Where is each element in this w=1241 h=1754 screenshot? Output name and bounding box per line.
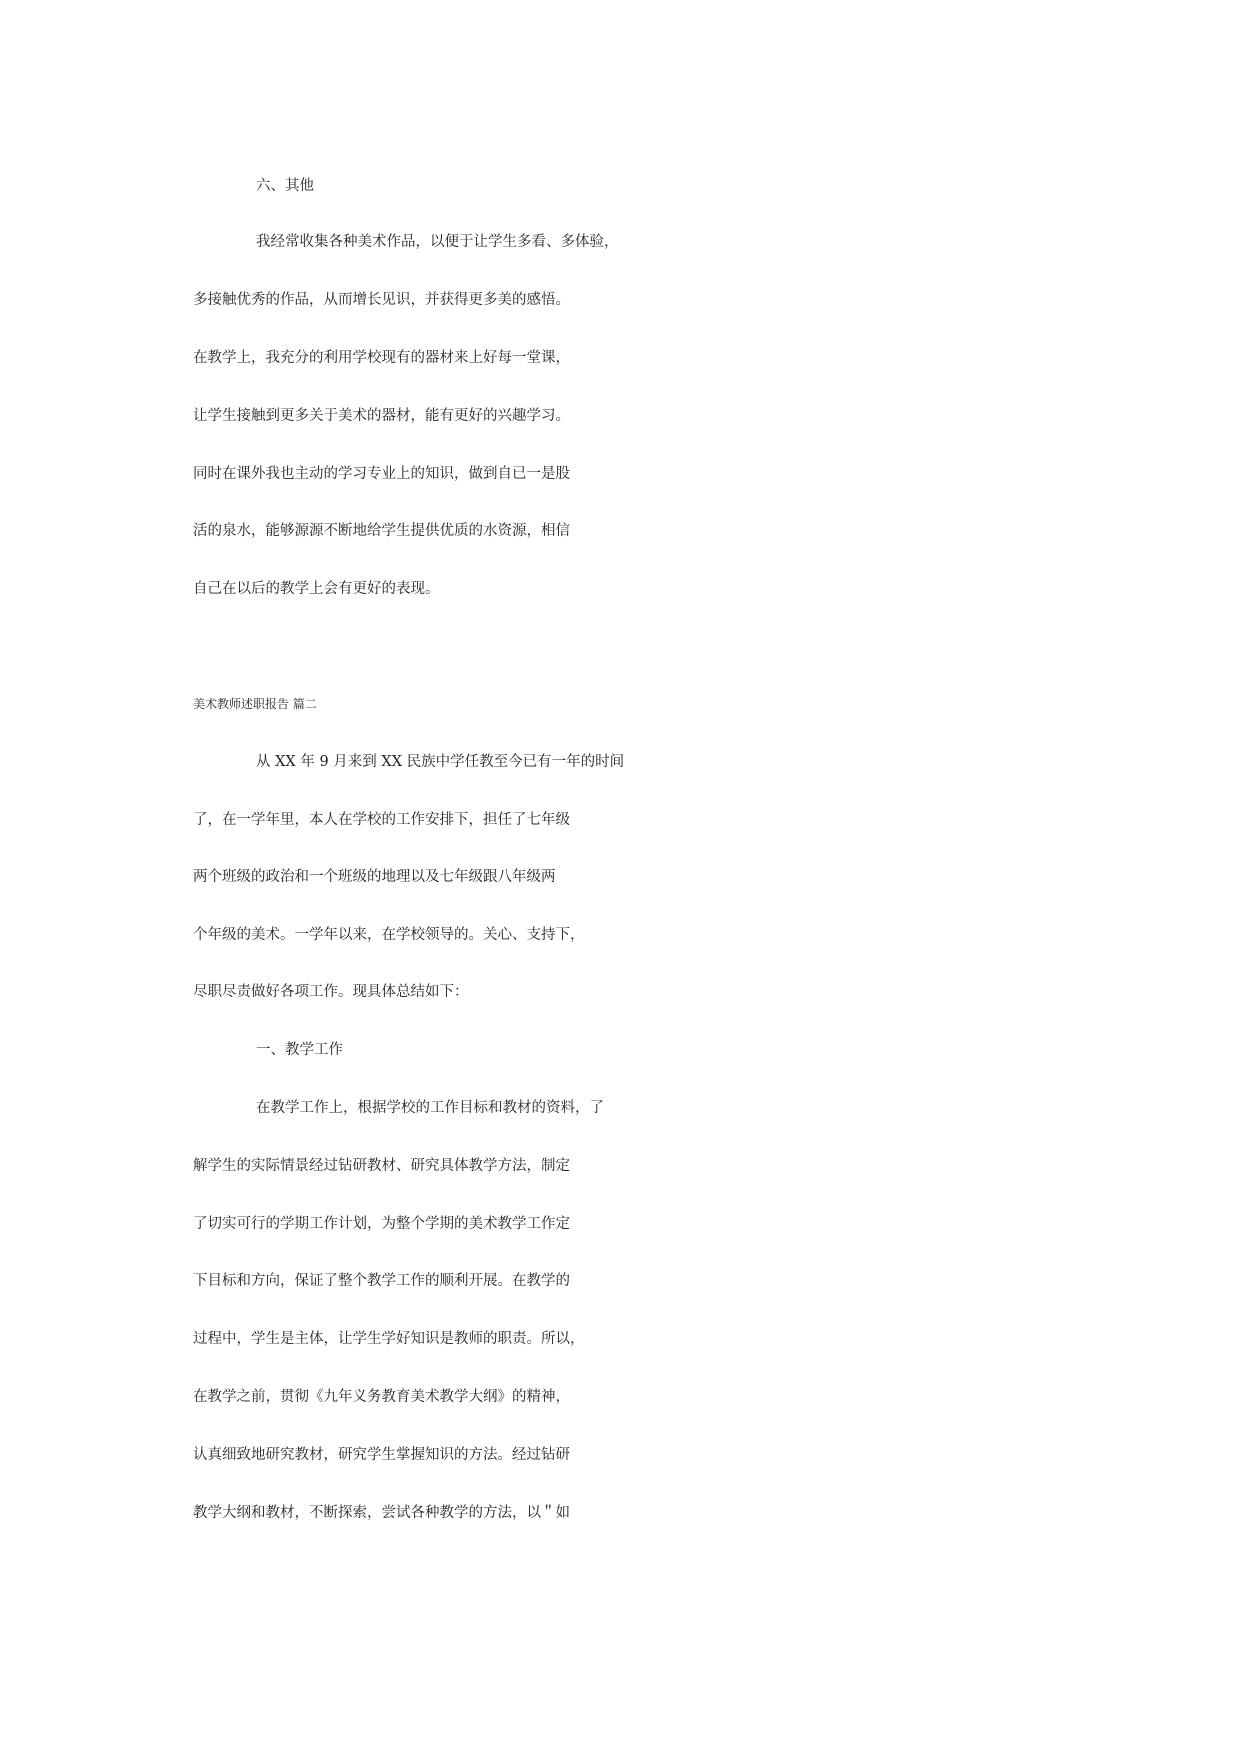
paragraph-line: 多接触优秀的作品，从而增长见识，并获得更多美的感悟。 xyxy=(193,292,570,308)
paragraph-line: 从 XX 年 9 月来到 XX 民族中学任教至今已有一年的时间 xyxy=(256,754,625,770)
paragraph-line: 在教学工作上，根据学校的工作目标和教材的资料，了 xyxy=(256,1100,604,1116)
paragraph-line: 下目标和方向，保证了整个教学工作的顺利开展。在教学的 xyxy=(193,1273,570,1289)
paragraph-line: 了切实可行的学期工作计划，为整个学期的美术教学工作定 xyxy=(193,1216,570,1232)
paragraph-line: 了，在一学年里，本人在学校的工作安排下，担任了七年级 xyxy=(193,812,570,828)
paragraph-line: 我经常收集各种美术作品，以便于让学生多看、多体验， xyxy=(256,234,619,250)
paragraph-line: 自己在以后的教学上会有更好的表现。 xyxy=(193,581,440,597)
paragraph-line: 过程中，学生是主体，让学生学好知识是教师的职责。所以， xyxy=(193,1331,585,1347)
paragraph-line: 在教学之前，贯彻《九年义务教育美术教学大纲》的精神， xyxy=(193,1389,570,1405)
paragraph-line: 教学大纲和教材，不断探索，尝试各种教学的方法，以＂如 xyxy=(193,1505,570,1521)
report-title: 美术教师述职报告 篇二 xyxy=(193,697,317,711)
paragraph-line: 个年级的美术。一学年以来，在学校领导的。关心、支持下， xyxy=(193,927,585,943)
section-heading-teaching: 一、教学工作 xyxy=(256,1042,343,1058)
paragraph-line: 两个班级的政治和一个班级的地理以及七年级跟八年级两 xyxy=(193,869,556,885)
paragraph-line: 解学生的实际情景经过钻研教材、研究具体教学方法，制定 xyxy=(193,1158,570,1174)
paragraph-line: 认真细致地研究教材，研究学生掌握知识的方法。经过钻研 xyxy=(193,1447,570,1463)
section-heading-other: 六、其他 xyxy=(256,178,314,194)
paragraph-line: 活的泉水，能够源源不断地给学生提供优质的水资源，相信 xyxy=(193,523,570,539)
paragraph-line: 让学生接触到更多关于美术的器材，能有更好的兴趣学习。 xyxy=(193,408,570,424)
paragraph-line: 同时在课外我也主动的学习专业上的知识，做到自已一是股 xyxy=(193,466,570,482)
paragraph-line: 尽职尽责做好各项工作。现具体总结如下： xyxy=(193,984,469,1000)
paragraph-line: 在教学上，我充分的利用学校现有的器材来上好每一堂课， xyxy=(193,350,570,366)
